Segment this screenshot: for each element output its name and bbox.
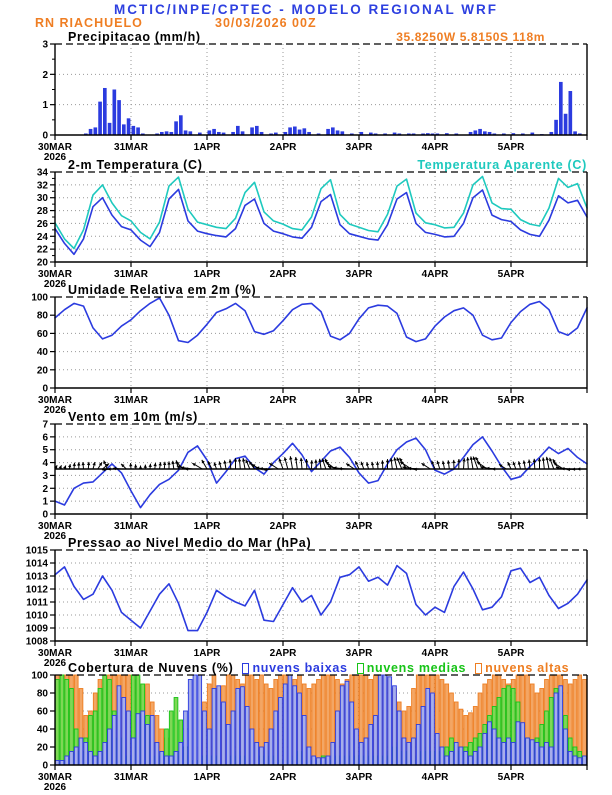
svg-text:5: 5 bbox=[42, 445, 48, 456]
svg-text:2: 2 bbox=[42, 70, 48, 81]
svg-text:2026: 2026 bbox=[44, 152, 67, 163]
legend-item-mid-clouds bbox=[357, 661, 466, 675]
svg-text:2: 2 bbox=[42, 484, 48, 495]
svg-text:1: 1 bbox=[42, 100, 48, 111]
legend-label-low-clouds: nuvens baixas bbox=[252, 661, 347, 675]
svg-text:3APR: 3APR bbox=[346, 269, 373, 280]
svg-text:30MAR: 30MAR bbox=[38, 521, 73, 532]
panel-title-temperature: 2-m Temperatura (C) bbox=[68, 158, 203, 172]
svg-text:1012: 1012 bbox=[26, 585, 49, 596]
svg-text:6: 6 bbox=[42, 432, 48, 443]
svg-text:5APR: 5APR bbox=[498, 521, 525, 532]
svg-text:5APR: 5APR bbox=[498, 648, 525, 659]
svg-text:5APR: 5APR bbox=[498, 772, 525, 783]
svg-text:32: 32 bbox=[37, 180, 49, 191]
svg-text:20: 20 bbox=[37, 258, 49, 269]
svg-text:34: 34 bbox=[37, 168, 49, 179]
svg-text:31MAR: 31MAR bbox=[114, 395, 149, 406]
wind-chart bbox=[0, 424, 612, 544]
page-title: MCTIC/INPE/CPTEC - MODELO REGIONAL WRF bbox=[0, 2, 612, 17]
svg-text:1APR: 1APR bbox=[194, 395, 221, 406]
svg-text:2026: 2026 bbox=[44, 782, 67, 793]
pressure-chart bbox=[0, 550, 612, 671]
svg-text:28: 28 bbox=[37, 206, 49, 217]
svg-text:30MAR: 30MAR bbox=[38, 395, 73, 406]
mid-clouds-swatch-icon bbox=[357, 663, 364, 674]
svg-text:31MAR: 31MAR bbox=[114, 772, 149, 783]
legend-item-low-clouds bbox=[242, 661, 347, 675]
svg-text:2026: 2026 bbox=[44, 405, 67, 416]
high-clouds-swatch-icon bbox=[475, 663, 482, 674]
svg-text:1011: 1011 bbox=[26, 598, 48, 609]
legend-item-high-clouds bbox=[475, 661, 569, 675]
svg-text:4APR: 4APR bbox=[422, 648, 449, 659]
svg-text:80: 80 bbox=[37, 311, 49, 322]
svg-text:3APR: 3APR bbox=[346, 772, 373, 783]
panel-title-wind: Vento em 10m (m/s) bbox=[68, 410, 198, 424]
svg-text:3APR: 3APR bbox=[346, 521, 373, 532]
svg-text:30MAR: 30MAR bbox=[38, 648, 73, 659]
precipitation-chart bbox=[0, 44, 612, 165]
svg-text:30MAR: 30MAR bbox=[38, 772, 73, 783]
svg-text:26: 26 bbox=[37, 219, 49, 230]
svg-text:1015: 1015 bbox=[26, 546, 49, 557]
svg-text:30: 30 bbox=[37, 193, 49, 204]
svg-text:2APR: 2APR bbox=[270, 648, 297, 659]
svg-text:2026: 2026 bbox=[44, 531, 67, 542]
svg-text:1013: 1013 bbox=[26, 572, 49, 583]
svg-text:40: 40 bbox=[37, 347, 49, 358]
svg-text:31MAR: 31MAR bbox=[114, 521, 149, 532]
station-name: RN RIACHUELO bbox=[35, 16, 143, 30]
svg-text:1: 1 bbox=[42, 497, 48, 508]
svg-text:2APR: 2APR bbox=[270, 395, 297, 406]
svg-text:2APR: 2APR bbox=[270, 142, 297, 153]
svg-text:31MAR: 31MAR bbox=[114, 648, 149, 659]
svg-text:22: 22 bbox=[37, 245, 49, 256]
cloud-cover-chart bbox=[0, 675, 612, 795]
svg-text:0: 0 bbox=[42, 510, 48, 521]
low-clouds-swatch-icon bbox=[242, 663, 249, 674]
humidity-chart bbox=[0, 297, 612, 418]
svg-text:4: 4 bbox=[42, 458, 48, 469]
svg-text:1APR: 1APR bbox=[194, 772, 221, 783]
svg-text:4APR: 4APR bbox=[422, 142, 449, 153]
svg-text:24: 24 bbox=[37, 232, 49, 243]
svg-text:2APR: 2APR bbox=[270, 521, 297, 532]
svg-text:0: 0 bbox=[42, 131, 48, 142]
svg-text:2026: 2026 bbox=[44, 279, 67, 290]
svg-text:4APR: 4APR bbox=[422, 772, 449, 783]
svg-text:5APR: 5APR bbox=[498, 269, 525, 280]
svg-text:3: 3 bbox=[42, 471, 48, 482]
svg-text:100: 100 bbox=[31, 293, 48, 304]
svg-text:60: 60 bbox=[37, 707, 49, 718]
svg-text:0: 0 bbox=[42, 761, 48, 772]
svg-text:30MAR: 30MAR bbox=[38, 269, 73, 280]
cloud-cover-title: Cobertura de Nuvens (%) bbox=[68, 661, 233, 675]
panel-title-pressure: Pressao ao Nivel Medio do Mar (hPa) bbox=[68, 536, 311, 550]
svg-text:20: 20 bbox=[37, 743, 49, 754]
panel-title-precipitation: Precipitacao (mm/h) bbox=[68, 30, 201, 44]
svg-text:5APR: 5APR bbox=[498, 142, 525, 153]
svg-text:5APR: 5APR bbox=[498, 395, 525, 406]
svg-text:1008: 1008 bbox=[26, 637, 49, 648]
svg-text:1APR: 1APR bbox=[194, 521, 221, 532]
svg-text:2026: 2026 bbox=[44, 658, 67, 669]
svg-text:31MAR: 31MAR bbox=[114, 142, 149, 153]
panel-title-humidity: Umidade Relativa em 2m (%) bbox=[68, 283, 256, 297]
svg-text:60: 60 bbox=[37, 329, 49, 340]
temperature-chart bbox=[0, 172, 612, 292]
legend-label-high-clouds: nuvens altas bbox=[485, 661, 569, 675]
legend-apparent-temperature: Temperatura Aparente (C) bbox=[347, 158, 587, 172]
svg-text:2APR: 2APR bbox=[270, 269, 297, 280]
legend-label-mid-clouds: nuvens medias bbox=[367, 661, 466, 675]
svg-text:1APR: 1APR bbox=[194, 269, 221, 280]
svg-text:7: 7 bbox=[42, 420, 48, 431]
station-coordinates: 35.8250W 5.8150S 118m bbox=[330, 30, 545, 44]
svg-text:20: 20 bbox=[37, 365, 49, 376]
svg-text:0: 0 bbox=[42, 384, 48, 395]
svg-text:40: 40 bbox=[37, 725, 49, 736]
svg-text:1010: 1010 bbox=[26, 611, 49, 622]
panel-title-cloud-cover bbox=[68, 661, 569, 675]
svg-text:1009: 1009 bbox=[26, 624, 49, 635]
svg-text:31MAR: 31MAR bbox=[114, 269, 149, 280]
svg-text:3APR: 3APR bbox=[346, 142, 373, 153]
svg-text:1APR: 1APR bbox=[194, 142, 221, 153]
svg-text:100: 100 bbox=[31, 671, 48, 682]
svg-text:1APR: 1APR bbox=[194, 648, 221, 659]
svg-text:2APR: 2APR bbox=[270, 772, 297, 783]
svg-text:80: 80 bbox=[37, 689, 49, 700]
svg-text:3: 3 bbox=[42, 40, 48, 51]
svg-text:3APR: 3APR bbox=[346, 395, 373, 406]
run-datetime: 30/03/2026 00Z bbox=[215, 16, 317, 30]
svg-text:4APR: 4APR bbox=[422, 269, 449, 280]
svg-text:4APR: 4APR bbox=[422, 395, 449, 406]
svg-text:4APR: 4APR bbox=[422, 521, 449, 532]
svg-text:3APR: 3APR bbox=[346, 648, 373, 659]
svg-text:30MAR: 30MAR bbox=[38, 142, 73, 153]
svg-text:1014: 1014 bbox=[26, 559, 49, 570]
